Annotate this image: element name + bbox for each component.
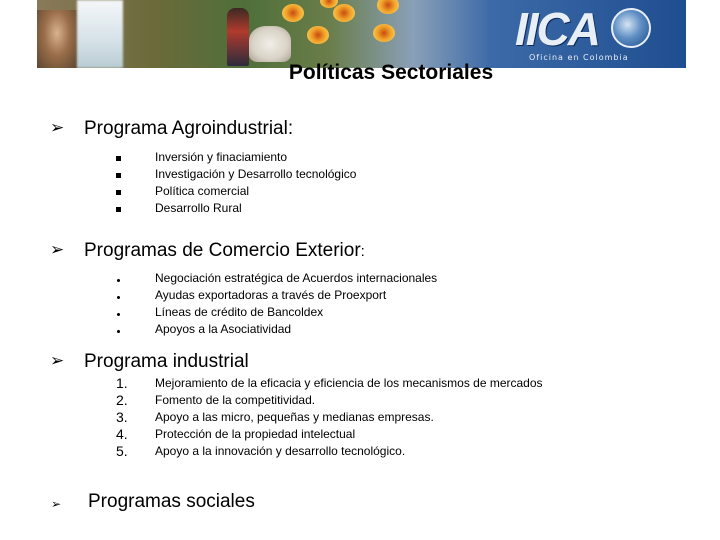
globe-icon: [611, 8, 651, 48]
dot-bullet-icon: [116, 304, 136, 321]
list-number: 2.: [116, 392, 128, 408]
arrow-bullet-icon: ➢: [50, 351, 65, 370]
flower-icon: [333, 4, 355, 22]
logo-subtitle: Oficina en Colombia: [529, 53, 629, 62]
list-number: 5.: [116, 443, 128, 459]
section-heading: Programa industrial: [84, 351, 249, 372]
flower-icon: [377, 0, 399, 14]
flower-icon: [282, 4, 304, 22]
flower-icon: [373, 24, 395, 42]
banner-photo-waterfall: [77, 0, 123, 68]
square-bullet-icon: [116, 200, 136, 217]
dot-bullet-icon: [116, 287, 136, 304]
arrow-bullet-icon: ➢: [50, 240, 65, 259]
list-number: 3.: [116, 409, 128, 425]
list-number: 1.: [116, 375, 128, 391]
section-heading: Programa Agroindustrial:: [84, 118, 294, 139]
section-heading: Programas sociales: [88, 491, 255, 512]
section-heading: Programas de Comercio Exterior:: [84, 240, 365, 261]
header-banner: [37, 0, 686, 68]
dot-bullet-icon: [116, 321, 136, 338]
flower-icon: [307, 26, 329, 44]
banner-photo-horse: [249, 26, 291, 62]
list-number: 4.: [116, 426, 128, 442]
arrow-bullet-icon: ➢: [51, 497, 62, 511]
arrow-bullet-icon: ➢: [50, 118, 65, 137]
banner-photo-person: [227, 8, 249, 66]
dot-bullet-icon: [116, 270, 136, 287]
square-bullet-icon: [116, 166, 136, 183]
square-bullet-icon: [116, 149, 136, 166]
square-bullet-icon: [116, 183, 136, 200]
page-title: Políticas Sectoriales: [288, 61, 494, 84]
iica-logo: IICA: [515, 3, 599, 55]
